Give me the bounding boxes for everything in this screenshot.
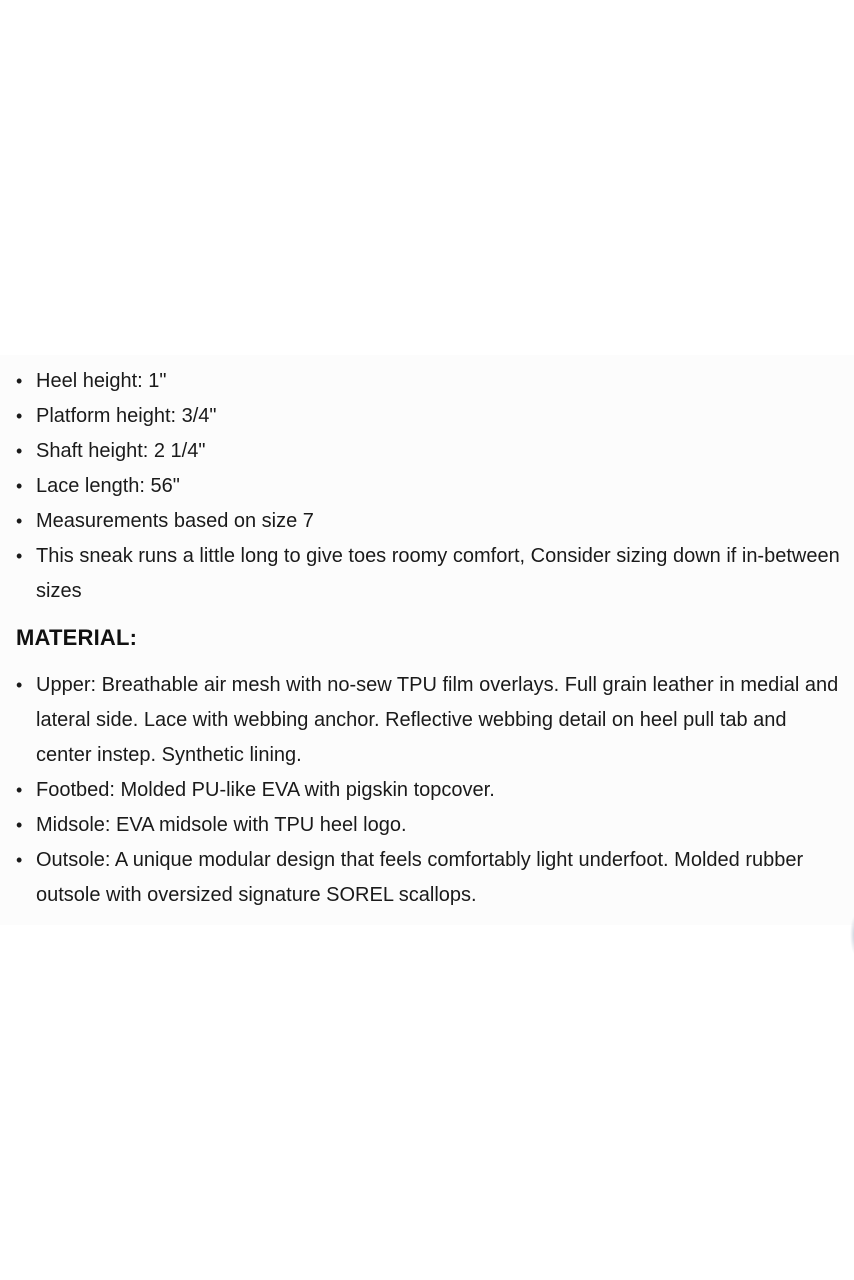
list-item	[0, 843, 854, 913]
bullet-icon: •	[16, 406, 23, 426]
bullet-icon: •	[16, 511, 23, 531]
bullet-icon: •	[16, 780, 23, 800]
list-item	[0, 504, 854, 539]
bullet-icon: •	[16, 371, 23, 391]
material-upper: Upper: Breathable air mesh with no-sew TPU film overlays. Full grain leather in medial and lateral side. Lace with webbing anchor. Reflective webbing detail on heel pull tab and center instep. Synthetic lining.	[36, 674, 839, 766]
spec-shaft-height: Shaft height: 2 1/4"	[36, 440, 206, 462]
list-item	[0, 399, 854, 434]
spec-size-basis: Measurements based on size 7	[36, 510, 314, 532]
material-outsole: Outsole: A unique modular design that feels comfortably light underfoot. Molded rubber outsole with oversized signature SOREL scallops.	[36, 849, 804, 906]
bullet-icon: •	[16, 815, 23, 835]
bullet-icon: •	[16, 441, 23, 461]
edge-shadow	[850, 915, 854, 955]
material-footbed: Footbed: Molded PU-like EVA with pigskin topcover.	[36, 779, 495, 801]
bullet-icon: •	[16, 675, 23, 695]
list-item	[0, 434, 854, 469]
spec-heel-height: Heel height: 1"	[36, 370, 167, 392]
bullet-icon: •	[16, 476, 23, 496]
spec-fit-note: This sneak runs a little long to give toes roomy comfort, Consider sizing down if in-between sizes	[36, 545, 840, 602]
list-item	[0, 364, 854, 399]
spec-lace-length: Lace length: 56"	[36, 475, 180, 497]
list-item	[0, 808, 854, 843]
specs-list	[0, 364, 854, 609]
material-list	[0, 668, 854, 913]
material-midsole: Midsole: EVA midsole with TPU heel logo.	[36, 814, 407, 836]
list-item	[0, 539, 854, 609]
bullet-icon: •	[16, 546, 23, 566]
material-heading: MATERIAL:	[16, 625, 138, 650]
bullet-icon: •	[16, 850, 23, 870]
list-item	[0, 469, 854, 504]
list-item	[0, 668, 854, 773]
spec-platform-height: Platform height: 3/4"	[36, 405, 217, 427]
list-item	[0, 773, 854, 808]
